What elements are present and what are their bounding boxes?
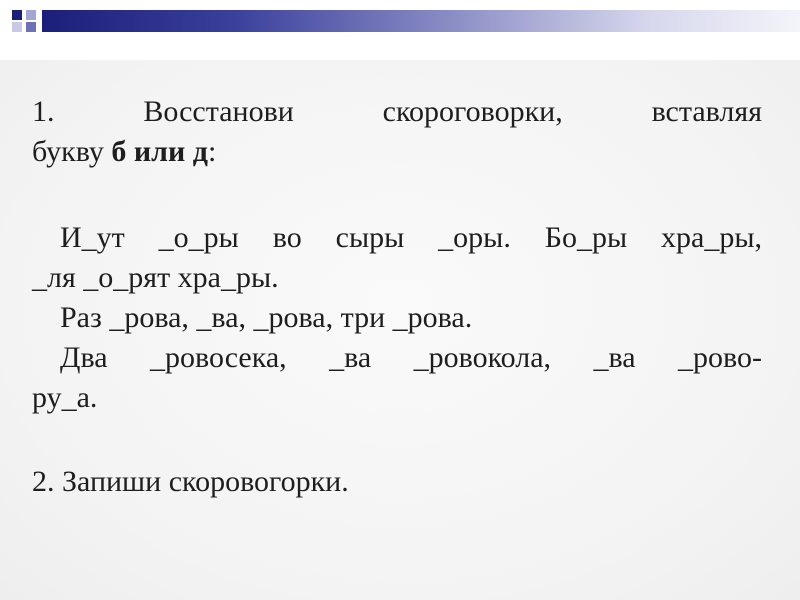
tongue-twister-line: _ля _о_рят хра_ры. xyxy=(32,261,279,294)
header-square-decoration xyxy=(12,10,22,20)
task-1-or: или xyxy=(126,135,193,168)
letter-d: д xyxy=(192,135,208,168)
task-1-instruction xyxy=(32,92,762,172)
tongue-twister-line: И_ут _о_ры во сыры _оры. Бо_ры хра_ры, xyxy=(60,221,762,254)
header-square-decoration xyxy=(26,22,36,32)
task-2-instruction xyxy=(32,462,762,502)
header-square-decoration xyxy=(12,22,22,32)
task-1-colon: : xyxy=(207,135,217,168)
letter-b: б xyxy=(111,135,127,168)
tongue-twister-line: ру_а. xyxy=(32,381,98,414)
task-1-line-2 xyxy=(32,132,762,172)
task-2-line: 2. Запиши скоровогорки. xyxy=(32,465,349,498)
header-square-decoration xyxy=(26,10,36,20)
tongue-twister-line: Раз _рова, _ва, _рова, три _рова. xyxy=(60,301,473,334)
tongue-twisters-block xyxy=(32,218,762,418)
tongue-twister-line: Два _ровосека, _ва _ровокола, _ва _рово- xyxy=(60,341,762,374)
task-1-line-1: 1. Восстанови скороговорки, вставляя xyxy=(32,95,762,128)
slide-header-bar xyxy=(0,0,800,34)
header-gradient-bar xyxy=(42,10,800,32)
task-1-line-2-prefix: букву xyxy=(32,135,112,168)
